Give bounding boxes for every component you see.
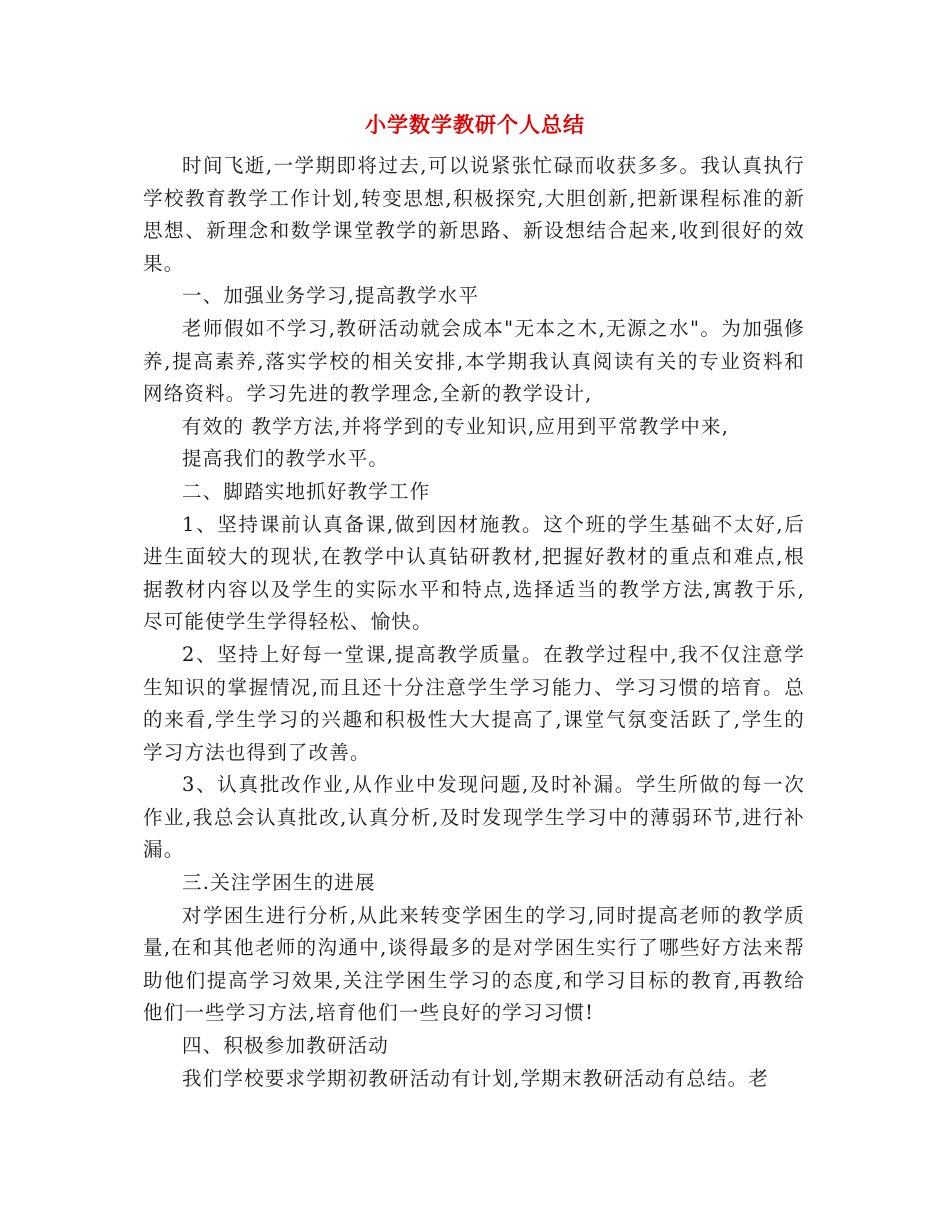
section-heading-4: 四、积极参加教研活动 xyxy=(182,1034,390,1058)
body-paragraph-2-2: 2、坚持上好每一堂课,提高教学质量。在教学过程中,我不仅注意学生知识的掌握情况,而且还十分注意学生学习能力、学习习惯的培育。总的来看,学生学习的兴趣和积极性大大提高了,课堂气氛变活跃了,学生的学习方法也得到了改善。 xyxy=(143,642,805,764)
body-line-1a: 有效的 教学方法,并将学到的专业知识,应用到平常教学中来, xyxy=(182,414,730,438)
body-paragraph-2-3: 3、认真批改作业,从作业中发现问题,及时补漏。学生所做的每一次作业,我总会认真批改,认真分析,及时发现学生学习中的薄弱环节,进行补漏。 xyxy=(143,773,805,862)
section-heading-1: 一、加强业务学习,提高教学水平 xyxy=(182,284,480,308)
section-heading-2: 二、脚踏实地抓好教学工作 xyxy=(182,479,431,503)
body-paragraph-4: 我们学校要求学期初教研活动有计划,学期末教研活动有总结。老 xyxy=(182,1066,769,1090)
document-body xyxy=(143,150,805,1095)
body-paragraph-1: 老师假如不学习,教研活动就会成本"无本之木,无源之水"。为加强修养,提高素养,落实学校的相关安排,本学期我认真阅读有关的专业资料和网络资料。学习先进的教学理念,全新的教学设计, xyxy=(143,316,805,406)
body-paragraph-3: 对学困生进行分析,从此来转变学困生的学习,同时提高老师的教学质量,在和其他老师的沟通中,谈得最多的是对学困生实行了哪些好方法来帮助他们提高学习效果,关注学困生学习的态度,和学习目标的教育,再教给他们一些学习方法,培育他们一些良好的学习习惯! xyxy=(143,903,805,1025)
section-heading-3: 三.关注学困生的进展 xyxy=(182,871,376,895)
document-title: 小学数学教研个人总结 xyxy=(365,112,585,137)
body-line-1b: 提高我们的教学水平。 xyxy=(182,447,390,471)
body-paragraph-2-1: 1、坚持课前认真备课,做到因材施教。这个班的学生基础不太好,后进生面较大的现状,在教学中认真钻研教材,把握好教材的重点和难点,根据教材内容以及学生的实际水平和特点,选择适当的教学方法,寓教于乐,尽可能使学生学得轻松、愉快。 xyxy=(143,512,805,634)
body-paragraph-intro: 时间飞逝,一学期即将过去,可以说紧张忙碌而收获多多。我认真执行学校教育教学工作计划,转变思想,积极探究,大胆创新,把新课程标准的新思想、新理念和数学课堂教学的新思路、新设想结合起来,收到很好的效果。 xyxy=(143,154,805,275)
